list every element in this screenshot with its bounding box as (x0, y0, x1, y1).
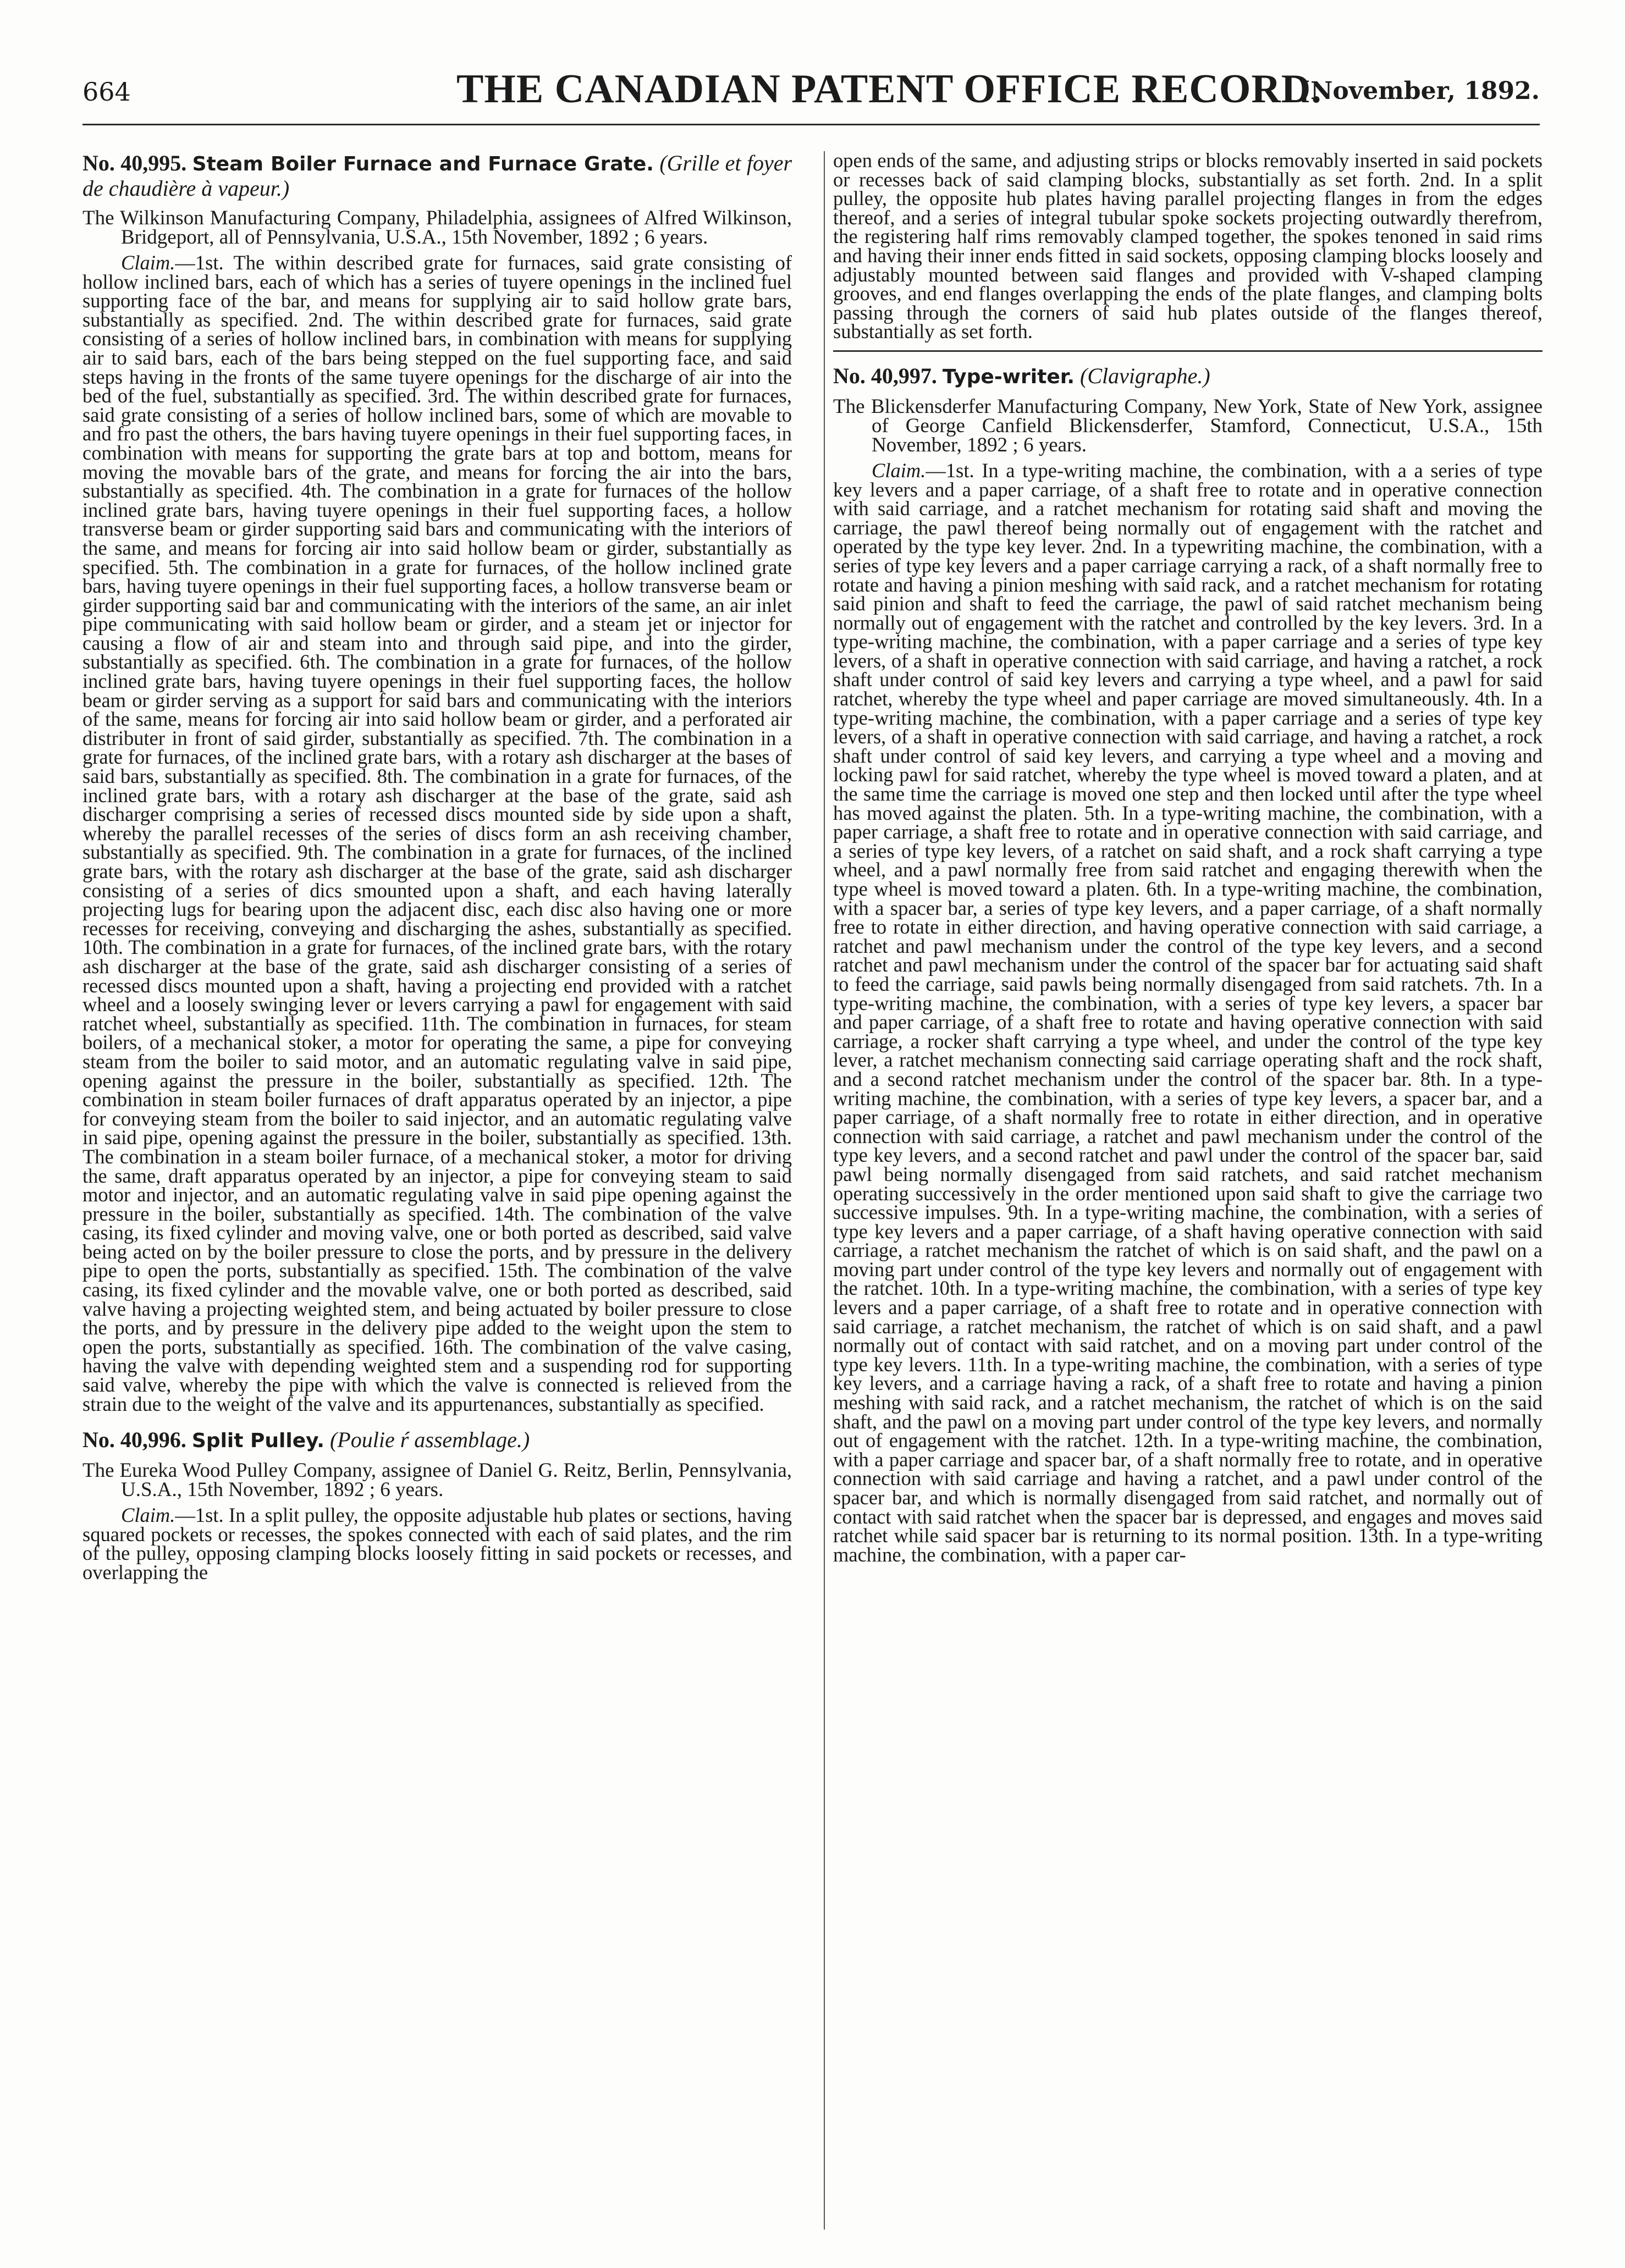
patent-entry-40995 (82, 151, 792, 1414)
entry-heading (82, 1428, 792, 1453)
column-divider (824, 151, 825, 2230)
patent-claims (833, 461, 1543, 1564)
entry-heading (833, 364, 1543, 389)
page-header (82, 66, 1540, 121)
claims-continued: open ends of the same, and adjusting strips or blocks removably inserted in said pockets or recesses back of said clamping blocks, substantially as set forth. 2nd. In a split pulley, the opposite hub plates having parallel projecting flanges in from the edges thereof, and a series of integral tubular spoke sockets projecting outwardly therefrom, the registering half rims removably clamped together, the spokes tenoned in said rims and having their inner ends fitted in said sockets, opposing clamping blocks loosely and adjustably mounted between said flanges and provided with V-shaped clamping grooves, and end flanges overlapping the ends of the plate flanges, and clamping bolts passing through the corners of said hub plates outside of the flanges thereof, substantially as set forth. (833, 151, 1543, 343)
claim-label: Claim. (121, 1504, 175, 1527)
entry-separator (833, 350, 1543, 352)
claim-label: Claim. (872, 459, 926, 482)
patent-entry-40997 (833, 364, 1543, 1564)
patent-french-title: (Grille et foyer de chaudière à vapeur.) (82, 151, 792, 201)
patent-claims (82, 1506, 792, 1582)
claims-text: —1st. The within described grate for furnaces, said grate consisting of hollow inclined bars, each of which has a series of tuyere openings in the inclined fuel supporting face of the bar, and means for supplying air to said hollow grate bars, substantially as specified. 2nd. The within described grate for furnaces, said grate consisting of a series of hollow inclined bars, in combination with means for supplying air to said bars, each of the bars being stepped on the fuel supporting face, and said steps having in the fronts of the same tuyere openings for the discharge of air into the bed of the fuel, substantially as specified. 3rd. The within described grate for furnaces, said grate consisting of a series of hollow inclined bars, some of which are movable to and fro past the others, the bars having tuyere openings in their fuel supporting faces, in combination with means for supporting the grate bars at top and bottom, means for moving the movable bars of the grate, and means for forcing the air into the bars, substantially as specified. 4th. The combination in a grate for furnaces of the hollow inclined grate bars, having tuyere openings in their fuel supporting faces, a hollow transverse beam or girder supporting said bars and communicating with the interiors of the same, and means for forcing air into said hollow beam or girder, substantially as specified. 5th. The combination in a grate for furnaces, of the hollow inclined grate bars, having tuyere openings in their fuel supporting faces, a hollow transverse beam or girder supporting said bar and communicating with the interiors of the same, an air inlet pipe communicating with said hollow beam or girder, and a steam jet or injector for causing a flow of air and steam into and through said pipe, and into the girder, substantially as specified. 6th. The combination in a grate for furnaces, of the hollow inclined grate bars, having tuyere openings in their fuel supporting faces, the hollow beam or girder serving as a support for said bars and communicating with the interiors of the same, means for forcing air into said hollow beam or girder, and a perforated air distributer in front of said girder, substantially as specified. 7th. The combination in a grate for furnaces, of the inclined grate bars, with a rotary ash discharger at the bases of said bars, substantially as specified. 8th. The combination in a grate for furnaces, of the inclined grate bars, with a rotary ash discharger at the base of the grate, said ash discharger comprising a series of recessed discs mounted side by side upon a shaft, whereby the parallel recesses of the series of discs form an ash receiving chamber, substantially as specified. 9th. The combination in a grate for furnaces, of the inclined grate bars, with the rotary ash discharger at the base of the grate, said ash discharger consisting of a series of dics smounted upon a shaft, and each having laterally projecting lugs for bearing upon the adjacent disc, each disc also having one or more recesses for receiving, conveying and discharging the ashes, substantially as specified. 10th. The combination in a grate for furnaces, of the inclined grate bars, with the rotary ash discharger at the base of the grate, said ash discharger consisting of a series of recessed discs mounted upon a shaft, having a projecting end provided with a ratchet wheel and a loosely swinging lever or levers carrying a pawl for engagement with said ratchet wheel, substantially as specified. 11th. The combination in furnaces, for steam boilers, of a mechanical stoker, a motor for operating the same, a pipe for conveying steam from the boiler to said motor, and an automatic regulating valve in said pipe, opening against the pressure in the boiler, substantially as specified. 12th. The combination in steam boiler furnaces of draft apparatus operated by an injector, a pipe for conveying steam from the boiler to said injector, and an automatic regulating valve in said pipe, opening against the pressure in the boiler, substantially as specified. 13th. The combination in a steam boiler furnace, of a mechanical stoker, a motor for driving the same, draft apparatus operated by an injector, a pipe for conveying steam to said motor and injector, and an automatic regulating valve in said pipe opening against the pressure in the boiler, substantially as specified. 14th. The combination of the valve casing, its fixed cylinder and moving valve, one or both ported as described, said valve being acted on by the boiler pressure to close the ports, and by pressure in the delivery pipe to open the ports, substantially as specified. 15th. The combination of the valve casing, its fixed cylinder and the movable valve, one or both ported as described, said valve having a projecting weighted stem, and being actuated by boiler pressure to close the ports, and by pressure in the delivery pipe added to the weight upon the stem to open the ports, substantially as specified. 16th. The combination of the valve casing, having the valve with depending weighted stem and a suspending rod for supporting said valve, whereby the pipe with which the valve is connected is relieved from the strain due to the weight of the valve and its appurtenances, substantially as specified. (82, 251, 792, 1415)
patent-claims (82, 253, 792, 1414)
claims-text: —1st. In a type-writing machine, the combination, with a a series of type key levers and a paper carriage, of a shaft free to rotate and in operative connection with said carriage, and a ratchet mechanism for rotating said shaft and moving the carriage, the pawl thereof being normally out of engagement with the ratchet and operated by the type key lever. 2nd. In a typewriting machine, the combination, with a series of type key levers and a paper carriage carrying a rack, of a shaft normally free to rotate and having a pinion meshing with said rack, and a ratchet mechanism for rotating said pinion and shaft to feed the carriage, the pawl of said ratchet mechanism being normally out of engagement with the ratchet and controlled by the key levers. 3rd. In a type-writing machine, the combination, with a paper carriage and a series of type key levers, of a shaft in operative connection with said carriage, and having a ratchet, a rock shaft under control of said key levers and carrying a type wheel, and a pawl for said ratchet, whereby the type wheel and paper carriage are moved simultaneously. 4th. In a type-writing machine, the combination, with a paper carriage and a series of type key levers, of a shaft in operative connection with said carriage, and having a ratchet, a rock shaft under control of said key levers, and carrying a type wheel and a moving and locking pawl for said ratchet, whereby the type wheel is moved toward a platen, and at the same time the carriage is moved one step and then locked until after the type wheel has moved against the platen. 5th. In a type-writing machine, the combination, with a paper carriage, a shaft free to rotate and in operative connection with said carriage, and a series of type key levers, of a ratchet on said shaft, and a rock shaft carrying a type wheel, and a pawl normally free from said ratchet and engaging therewith when the type wheel is moved toward a platen. 6th. In a type-writing machine, the combination, with a spacer bar, a series of type key levers, and a paper carriage, of a shaft normally free to rotate in either direction, and having operative connection with said carriage, a ratchet and pawl mechanism under the control of the type key levers, and a second ratchet and pawl mechanism under the control of the spacer bar for actuating said shaft to feed the carriage, said pawls being normally disengaged from said ratchets. 7th. In a type-writing machine, the combination, with a series of type key levers, a spacer bar and paper carriage, of a shaft free to rotate and having operative connection with said carriage, a rocker shaft carrying a type wheel, and under the control of the type key lever, a ratchet mechanism connecting said carriage operating shaft and the rock shaft, and a second ratchet mechanism under the control of the spacer bar. 8th. In a type-writing machine, the combination, with a series of type key levers, a spacer bar, and a paper carriage, of a shaft normally free to rotate in either direction, and in operative connection with said carriage, a ratchet and pawl mechanism under the control of the type key levers, and a second ratchet and pawl under the control of the spacer bar, said pawl being normally disengaged from said ratchets, and said ratchet mechanism operating successively in the order mentioned upon said shaft to give the carriage two successive impulses. 9th. In a type-writing machine, the combination, with a series of type key levers and a paper carriage, of a shaft having operative connection with said carriage, a ratchet mechanism the ratchet of which is on said shaft, and the pawl on a moving part under control of the type key levers and normally out of engagement with the ratchet. 10th. In a type-writing machine, the combination, with a series of type key levers and a paper carriage, of a shaft free to rotate and in operative connection with said carriage, a ratchet mechanism, the ratchet of which is on said shaft, and a pawl normally out of contact with said ratchet, and on a moving part under control of the type key levers. 11th. In a type-writing machine, the combination, with a series of type key levers, and a carriage having a rack, of a shaft free to rotate and having a pinion meshing with said rack, and a ratchet mechanism, the ratchet of which is on the said shaft, and the pawl on a moving part under control of the type key levers, and normally out of engagement with the ratchet. 12th. In a type-writing machine, the combination, with a paper carriage and spacer bar, of a shaft normally free to rotate, and in operative connection with said carriage and having a ratchet, and a pawl under control of the spacer bar, and which is normally disengaged from said ratchet, and normally out of contact with said ratchet when the spacer bar is depressed, and engages and moves said ratchet while said spacer bar is returning to its normal position. 13th. In a type-writing machine, the combination, with a paper car- (833, 459, 1543, 1566)
patent-title: Type-writer. (942, 365, 1075, 388)
patent-number: No. 40,997. (833, 363, 937, 388)
patent-title: Split Pulley. (191, 1430, 324, 1453)
patent-entry-40996 (82, 1428, 792, 1582)
patent-french-title: (Poulie ŕ assemblage.) (329, 1427, 530, 1453)
patent-number: No. 40,996. (82, 1427, 186, 1453)
claims-text: —1st. In a split pulley, the opposite adjustable hub plates or sections, having squared pockets or recesses, the spokes connected with each of said plates, and the rim of the pulley, opposing clamping blocks loosely fitting in said pockets or recesses, and overlapping the (82, 1504, 792, 1583)
issue-date: [November, 1892. (1299, 77, 1540, 105)
claim-label: Claim. (121, 251, 175, 274)
patent-number: No. 40,995. (82, 151, 187, 175)
patent-title: Steam Boiler Furnace and Furnace Grate. (192, 153, 654, 175)
patent-applicant: The Eureka Wood Pulley Company, assignee of Daniel G. Reitz, Berlin, Pennsylvania, U.S.A., 15th November, 1892 ; 6 years. (82, 1459, 792, 1502)
left-column (82, 151, 792, 2241)
page-number: 664 (82, 77, 131, 107)
entry-heading (82, 151, 792, 201)
patent-french-title: (Clavigraphe.) (1080, 363, 1210, 388)
patent-applicant: The Blickensderfer Manufacturing Company, New York, State of New York, assignee of George Canfield Blickensderfer, Stamford, Connecticut, U.S.A., 15th November, 1892 ; 6 years. (833, 395, 1543, 456)
patent-applicant: The Wilkinson Manufacturing Company, Philadelphia, assignees of Alfred Wilkinson, Bridgeport, all of Pennsylvania, U.S.A., 15th November, 1892 ; 6 years. (82, 207, 792, 249)
right-column (833, 151, 1543, 2241)
journal-title: THE CANADIAN PATENT OFFICE RECORD. (456, 67, 1322, 112)
header-rule (82, 124, 1540, 125)
